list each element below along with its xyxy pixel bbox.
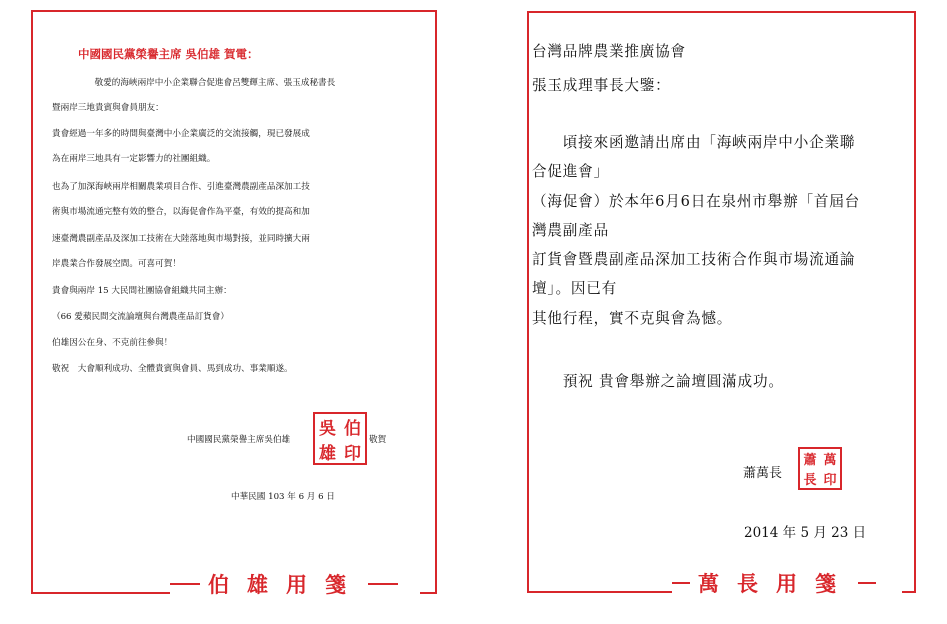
right-footer-title: 萬長用箋 (698, 571, 854, 596)
left-body-line: 貴會經過一年多的時間與臺灣中小企業廣泛的交流接觸，現已發展成 (52, 129, 310, 139)
left-body-line: 伯雄因公在身、不克前往參與！ (52, 338, 173, 348)
left-body-line: 敬愛的海峽兩岸中小企業聯合促進會呂雙輝主席、張玉成秘書長 (86, 78, 336, 88)
seal-char: 長 (803, 472, 817, 488)
left-body-line: 貴會與兩岸 15 大民間社團協會組織共同主辦： (52, 286, 232, 296)
right-letter-border (527, 11, 916, 593)
right-body-line: 灣農副產品 (532, 222, 609, 239)
footer-rule (672, 582, 690, 584)
left-body-line: 速臺灣農副產品及深加工技術在大陸落地與市場對接，並同時擴大兩 (52, 234, 310, 244)
seal-char: 印 (823, 472, 837, 488)
footer-rule (170, 583, 200, 585)
left-body-line: 暨兩岸三地貴賓與會員朋友： (52, 103, 164, 113)
right-body-line: 頃接來函邀請出席由「海峽兩岸中小企業聯 (532, 134, 856, 151)
right-body-line: 壇」。因已有 (532, 280, 618, 297)
left-footer-title: 伯雄用箋 (208, 572, 364, 597)
left-greeting: 中國國民黨榮譽主席 吳伯雄 賀電： (78, 47, 259, 61)
left-date: 中華民國 103 年 6 月 6 日 (231, 492, 335, 502)
seal-char: 蕭 (803, 453, 817, 469)
footer-rule (858, 582, 876, 584)
right-addressee-person: 張玉成理事長大鑒： (532, 77, 671, 94)
right-body-line: 合促進會」 (532, 163, 609, 180)
right-footer (672, 570, 902, 596)
right-closing: 預祝 貴會舉辦之論壇圓滿成功。 (532, 373, 784, 390)
left-body-line: 敬祝 大會順利成功、全體貴賓與會員、馬到成功、事業順遂。 (52, 364, 293, 374)
left-body-line: 為在兩岸三地具有一定影響力的社團組織。 (52, 154, 216, 164)
seal-char: 伯 (344, 419, 361, 439)
left-letter-border (31, 10, 437, 594)
right-body-line: 訂貨會暨農副產品深加工技術合作與市場流通論 (532, 251, 856, 268)
seal-char: 吳 (319, 419, 336, 439)
right-date: 2014 年 5 月 23 日 (744, 525, 867, 541)
right-addressee-org: 台灣品牌農業推廣協會 (532, 43, 686, 60)
left-body-line: 術與市場流通完整有效的整合，以海促會作為平臺，有效的提高和加 (52, 207, 310, 217)
right-body-line: 其他行程，實不克與會為憾。 (532, 310, 733, 327)
right-body-line: （海促會）於本年6月6日在泉州市舉辦「首屆台 (532, 193, 861, 210)
right-signature: 蕭萬長 (743, 466, 783, 481)
left-body-line: 也為了加深海峽兩岸相關農業項目合作、引進臺灣農副產品深加工技 (52, 182, 310, 192)
right-seal-stamp (798, 447, 842, 490)
seal-char: 萬 (823, 453, 837, 469)
left-regards: 敬賀 (369, 435, 387, 445)
seal-char: 印 (344, 444, 361, 464)
footer-rule (368, 583, 398, 585)
left-seal-stamp (313, 412, 367, 465)
seal-char: 雄 (319, 444, 336, 464)
left-body-line: （66 愛蘋民間交流論壇與台灣農產品訂貨會） (52, 312, 229, 322)
left-signature: 中國國民黨榮譽主席吳伯雄 (187, 435, 291, 445)
left-body-line: 岸農業合作發展空間。可喜可賀！ (52, 259, 181, 269)
left-footer (170, 571, 420, 597)
